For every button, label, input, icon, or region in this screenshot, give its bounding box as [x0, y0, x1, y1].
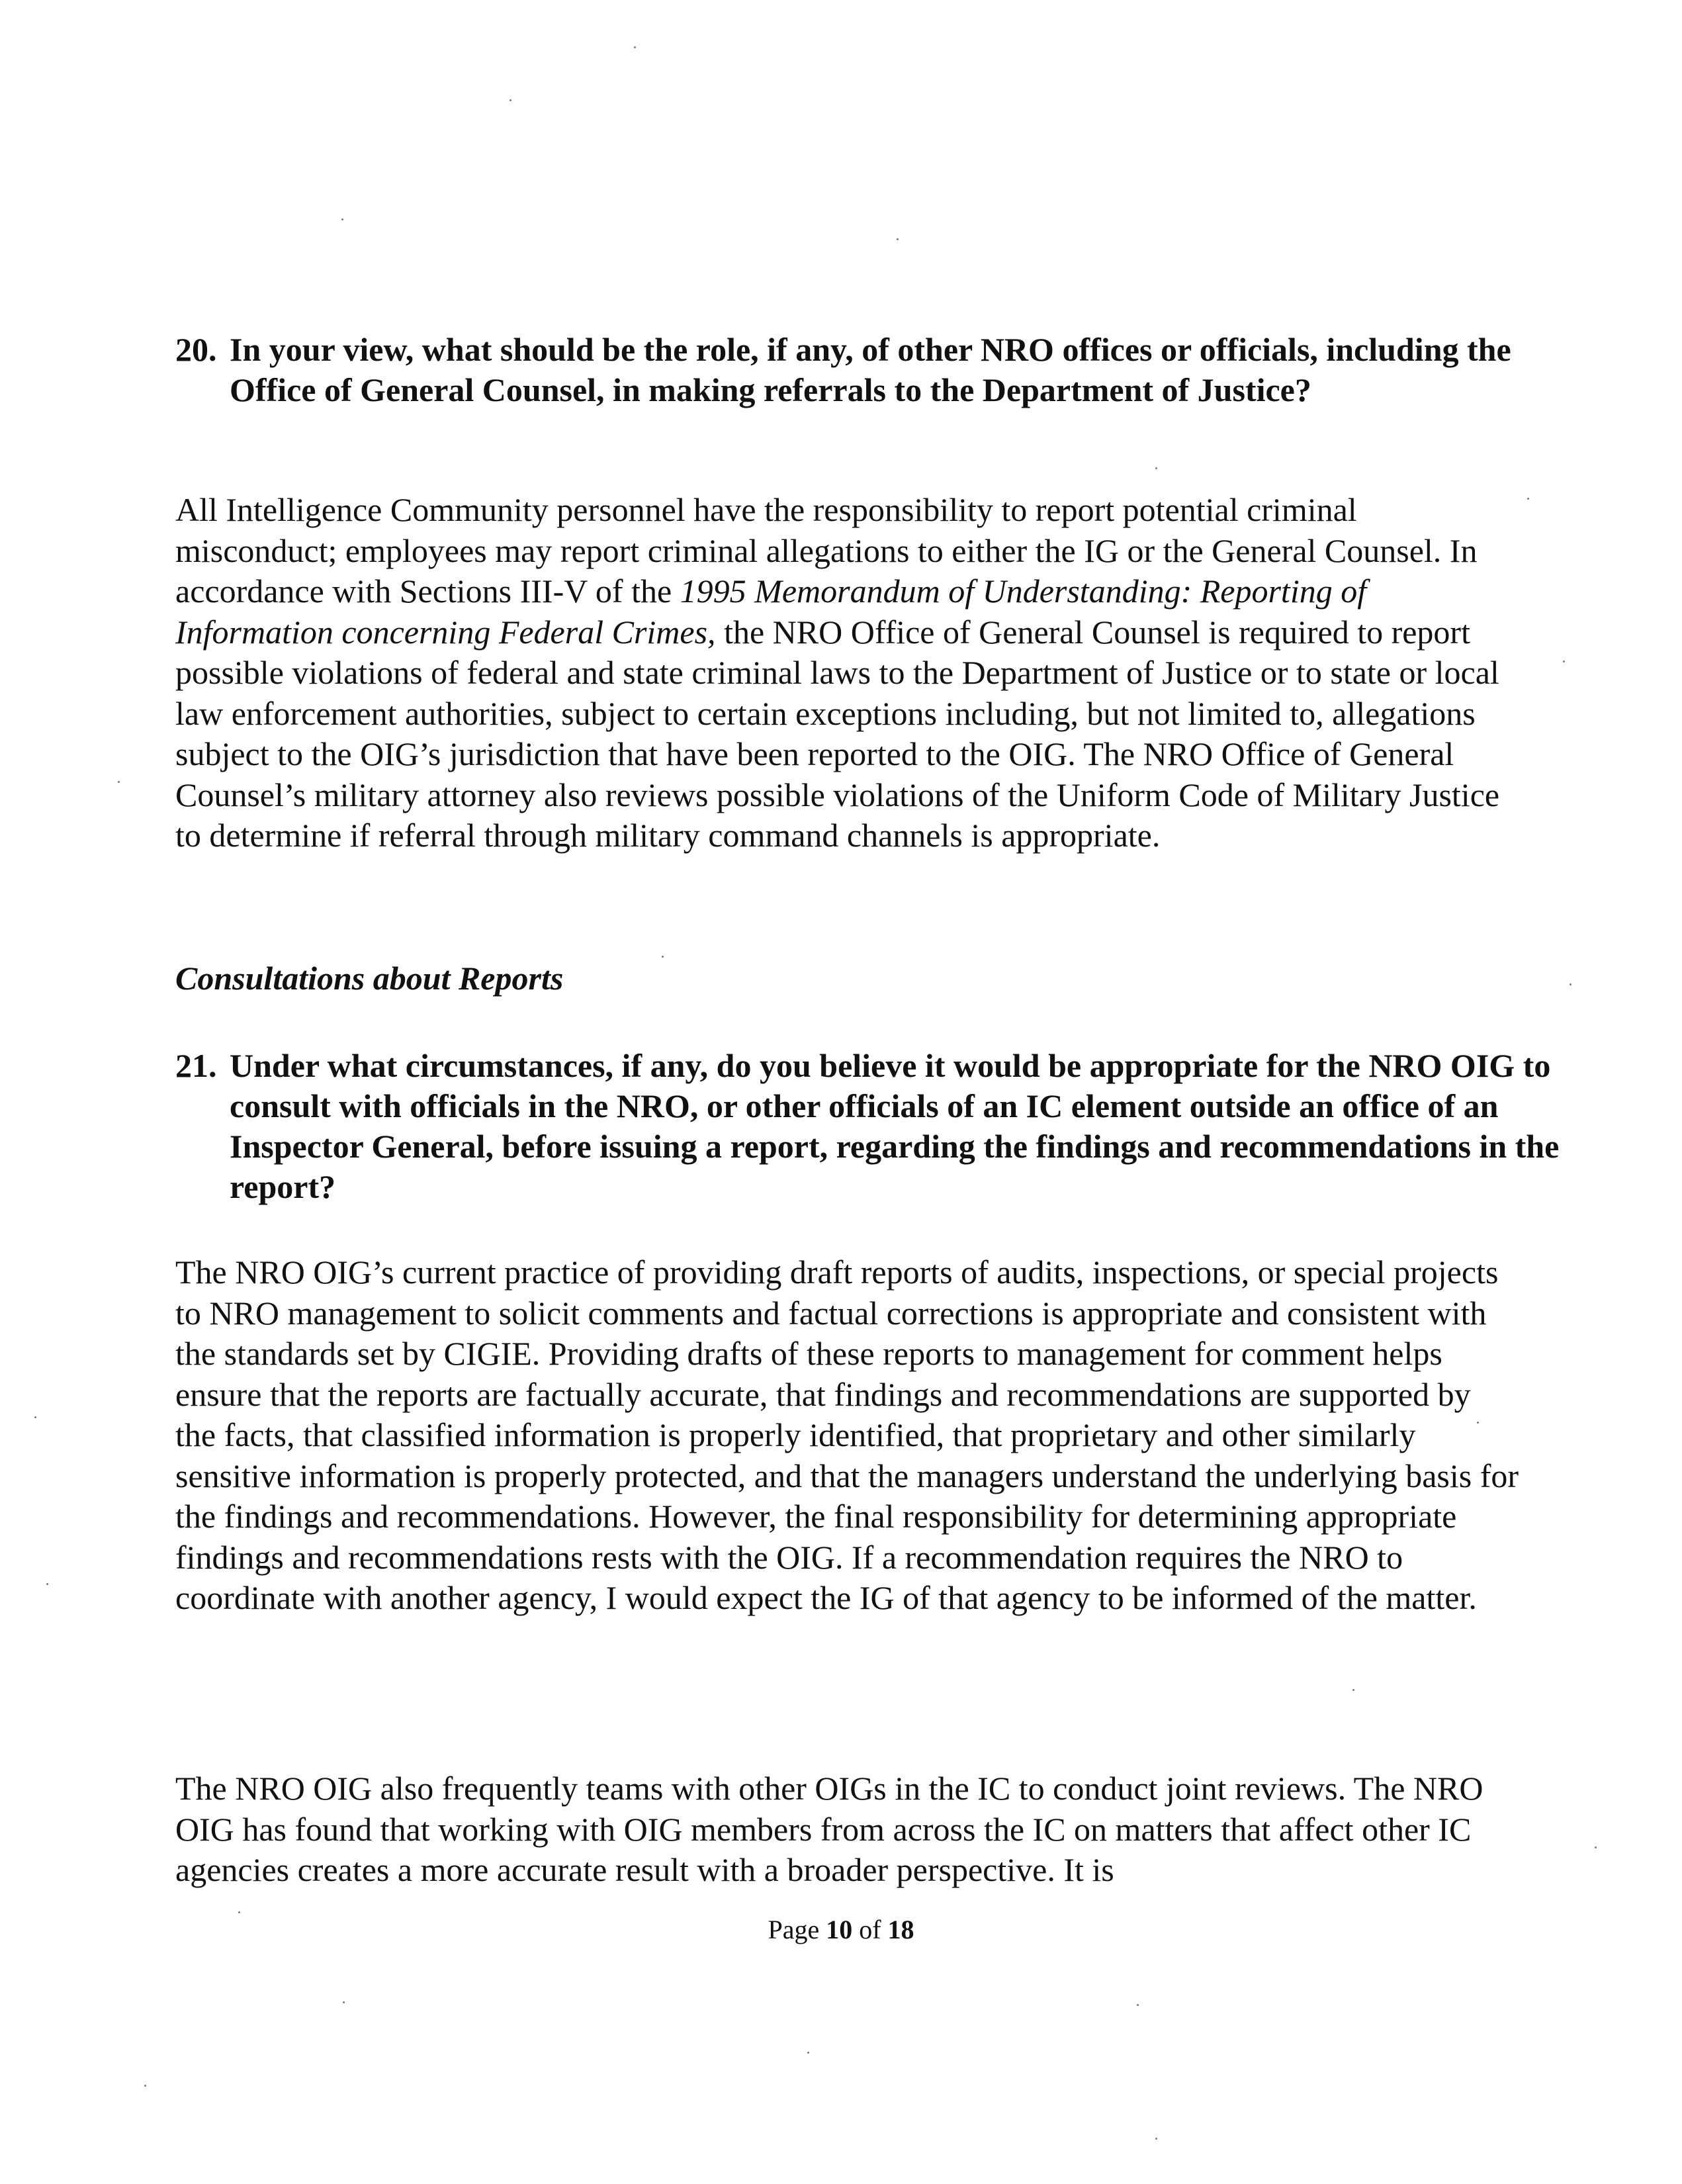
answer-20	[175, 490, 1519, 856]
scan-speck	[343, 2001, 345, 2003]
scan-speck	[807, 2052, 809, 2054]
scan-speck	[238, 1911, 240, 1913]
total-pages: 18	[887, 1915, 914, 1944]
scan-speck	[144, 2085, 146, 2087]
question-text: Under what circumstances, if any, do you believe it would be appropriate for the NRO OIG to consult with officials in the NRO, or other officials of an IC element outside an office of an Inspector General, before issuing a report, regarding the findings and recommendations in the report?	[230, 1047, 1560, 1205]
question-20	[175, 330, 1573, 410]
question-number: 20.	[175, 331, 217, 368]
memorandum-title: 1995 Memorandum of Understanding: Reporting of Information concerning Federal Crimes,	[175, 572, 1367, 651]
scan-speck	[1352, 1689, 1354, 1691]
question-number: 21.	[175, 1047, 217, 1084]
scan-speck	[1477, 1422, 1479, 1424]
answer-21-paragraph-2: The NRO OIG also frequently teams with other OIGs in the IC to conduct joint reviews. The NRO OIG has found that working with OIG members from across the IC on matters that affect other IC agencies creates a more accurate result with a broader perspective. It is	[175, 1770, 1483, 1888]
scan-speck	[1155, 2138, 1157, 2140]
section-heading: Consultations about Reports	[175, 960, 564, 997]
scan-speck	[34, 1416, 36, 1418]
page-footer	[0, 1914, 1682, 1945]
question-text: In your view, what should be the role, if any, of other NRO offices or officials, including the Office of General Counsel, in making referrals to the Department of Justice?	[230, 331, 1511, 408]
scan-speck	[662, 956, 664, 958]
scan-speck	[1563, 660, 1565, 662]
answer-text-continued: the NRO Office of General Counsel is required to report possible violations of federal and state criminal laws to the Department of Justice or to state or local law enforcement authorities, subject to certain exceptions including, but not limited to, allegations subject to the OIG’s jurisdiction that have been reported to the OIG. The NRO Office of General Counsel’s military attorney also reviews possible violations of the Uniform Code of Military Justice to determine if referral through military command channels is appropriate.	[175, 613, 1500, 854]
scan-speck	[46, 1583, 48, 1585]
footer-prefix: Page	[768, 1915, 826, 1944]
scan-speck	[1155, 467, 1157, 469]
scan-speck	[341, 218, 343, 220]
scan-speck	[897, 238, 899, 240]
answer-text: All Intelligence Community personnel have the responsibility to report potential criminal misconduct; employees may report criminal allegations to either the IG or the General Counsel. In accordance with Sections III-V of the	[175, 491, 1478, 610]
scan-speck	[118, 781, 120, 783]
scan-speck	[1595, 1846, 1597, 1848]
scan-speck	[634, 46, 636, 48]
answer-21-paragraph-1: The NRO OIG’s current practice of providing draft reports of audits, inspections, or special projects to NRO management to solicit comments and factual corrections is appropriate and consistent with the standards set by CIGIE. Providing drafts of these reports to management for comment helps ensure that the reports are factually accurate, that findings and recommendations are supported by the facts, that classified information is properly identified, that proprietary and other similarly sensitive information is properly protected, and that the managers understand the underlying basis for the findings and recommendations. However, the final responsibility for determining appropriate findings and recommendations rests with the OIG. If a recommendation requires the NRO to coordinate with another agency, I would expect the IG of that agency to be informed of the matter.	[175, 1253, 1519, 1616]
question-21	[175, 1046, 1573, 1207]
scan-speck	[509, 99, 511, 101]
current-page-number: 10	[826, 1915, 853, 1944]
scan-speck	[1137, 2004, 1139, 2006]
scan-speck	[1570, 983, 1571, 985]
scan-speck	[1527, 498, 1529, 500]
footer-separator: of	[852, 1915, 888, 1944]
